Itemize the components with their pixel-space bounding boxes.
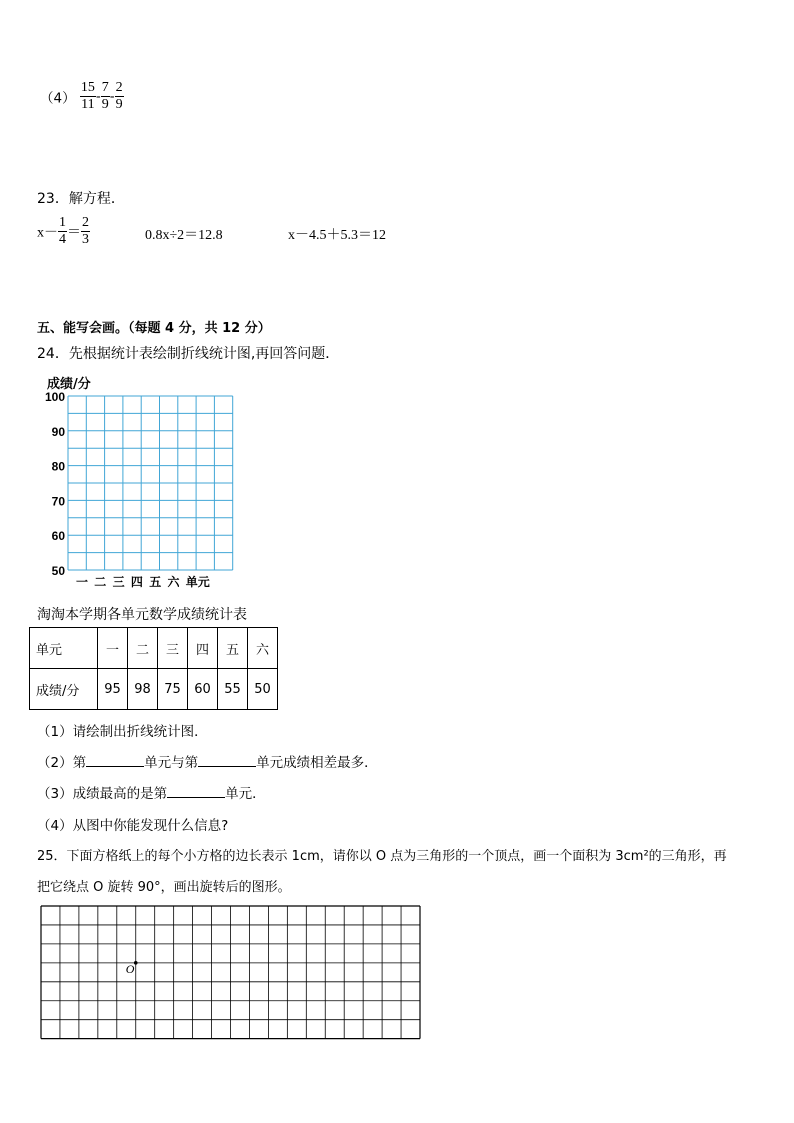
table-title: 淘淘本学期各单元数学成绩统计表 xyxy=(37,607,247,623)
sub-text: 单元成绩相差最多． xyxy=(256,755,378,771)
numerator: 7 xyxy=(101,80,109,95)
table-header-cell: 一 xyxy=(98,628,128,669)
section-note: （每题 4 分，共 12 分） xyxy=(128,321,271,336)
x-tick-label: 五 xyxy=(149,575,162,589)
x-tick-label: 一 xyxy=(75,575,89,589)
q23-eq1 xyxy=(37,215,90,248)
table-header-cell: 六 xyxy=(248,628,278,669)
table-cell: 95 xyxy=(98,669,128,710)
x-tick-label: 四 xyxy=(130,575,143,589)
q24-sub2 xyxy=(37,751,378,771)
q24-sub3 xyxy=(37,782,266,802)
table-row xyxy=(30,669,278,710)
blank-line-chart-grid[interactable] xyxy=(36,390,236,590)
q24-sub1: （1）请绘制出折线统计图． xyxy=(37,724,208,740)
operator: - xyxy=(109,88,115,105)
score-table xyxy=(29,627,278,710)
square-grid-paper[interactable] xyxy=(38,903,423,1043)
table-header-cell: 五 xyxy=(218,628,248,669)
q24-sub4: （4）从图中你能发现什么信息? xyxy=(37,818,229,834)
q24-title: 24．先根据统计表绘制折线统计图,再回答问题． xyxy=(37,346,340,362)
q23-title: 23．解方程． xyxy=(37,191,125,207)
point-o-label: O xyxy=(125,961,135,976)
fraction xyxy=(115,80,124,113)
y-tick-label: 100 xyxy=(44,390,65,404)
y-tick-label: 90 xyxy=(51,424,65,439)
table-cell: 75 xyxy=(158,669,188,710)
sub-text: 单元． xyxy=(225,786,266,802)
denominator: 9 xyxy=(115,97,123,112)
table-cell: 55 xyxy=(218,669,248,710)
x-tick-label: 二 xyxy=(94,575,107,589)
table-row xyxy=(30,628,278,669)
eq-text: ＝ xyxy=(67,225,81,241)
table-cell: 50 xyxy=(248,669,278,710)
eq-text: x－ xyxy=(37,225,58,241)
table-cell: 60 xyxy=(188,669,218,710)
table-header-cell: 三 xyxy=(158,628,188,669)
fraction xyxy=(101,80,110,113)
numerator: 2 xyxy=(115,80,123,95)
fraction xyxy=(58,215,67,248)
section-5-heading xyxy=(37,317,271,336)
table-header-cell: 四 xyxy=(188,628,218,669)
answer-blank[interactable] xyxy=(198,754,256,767)
operator: - xyxy=(95,88,101,105)
sub-text: （3）成绩最高的是第 xyxy=(37,786,168,802)
denominator: 11 xyxy=(81,97,95,112)
sub-text: （2）第 xyxy=(37,755,87,771)
q25-line1: 25．下面方格纸上的每个小方格的边长表示 1cm，请你以 O 点为三角形的一个顶点，画一个面积为 3cm²的三角形，再 xyxy=(37,849,727,864)
numerator: 2 xyxy=(82,215,89,230)
x-tick-label: 六 xyxy=(167,575,180,589)
denominator: 4 xyxy=(59,232,66,247)
fraction xyxy=(81,215,90,248)
sub-text: 单元与第 xyxy=(144,755,199,771)
grid-y-axis-label: 成绩/分 xyxy=(47,377,91,392)
expression-4 xyxy=(40,80,124,113)
numerator: 15 xyxy=(80,80,95,95)
q23-eq2: 0.8x÷2＝12.8 xyxy=(145,228,223,243)
numerator: 1 xyxy=(59,215,66,230)
q25-line2: 把它绕点 O 旋转 90°，画出旋转后的图形。 xyxy=(37,880,291,895)
q23-eq3: x－4.5＋5.3＝12 xyxy=(288,228,386,243)
answer-blank[interactable] xyxy=(167,785,225,798)
y-tick-label: 80 xyxy=(51,459,65,474)
y-tick-label: 60 xyxy=(51,529,65,544)
fraction xyxy=(80,80,96,113)
point-o-dot xyxy=(134,961,138,965)
table-cell: 成绩/分 xyxy=(30,669,98,710)
answer-blank[interactable] xyxy=(86,754,144,767)
table-header-cell: 二 xyxy=(128,628,158,669)
x-axis-unit-label: 单元 xyxy=(185,575,210,589)
x-tick-label: 三 xyxy=(112,575,125,589)
table-cell: 98 xyxy=(128,669,158,710)
denominator: 3 xyxy=(82,232,89,247)
y-tick-label: 70 xyxy=(51,494,65,509)
section-title: 五、能写会画。 xyxy=(37,321,129,336)
table-header-cell: 单元 xyxy=(30,628,98,669)
denominator: 9 xyxy=(101,97,109,112)
expr-label: （4） xyxy=(40,90,76,107)
y-tick-label: 50 xyxy=(51,564,65,578)
